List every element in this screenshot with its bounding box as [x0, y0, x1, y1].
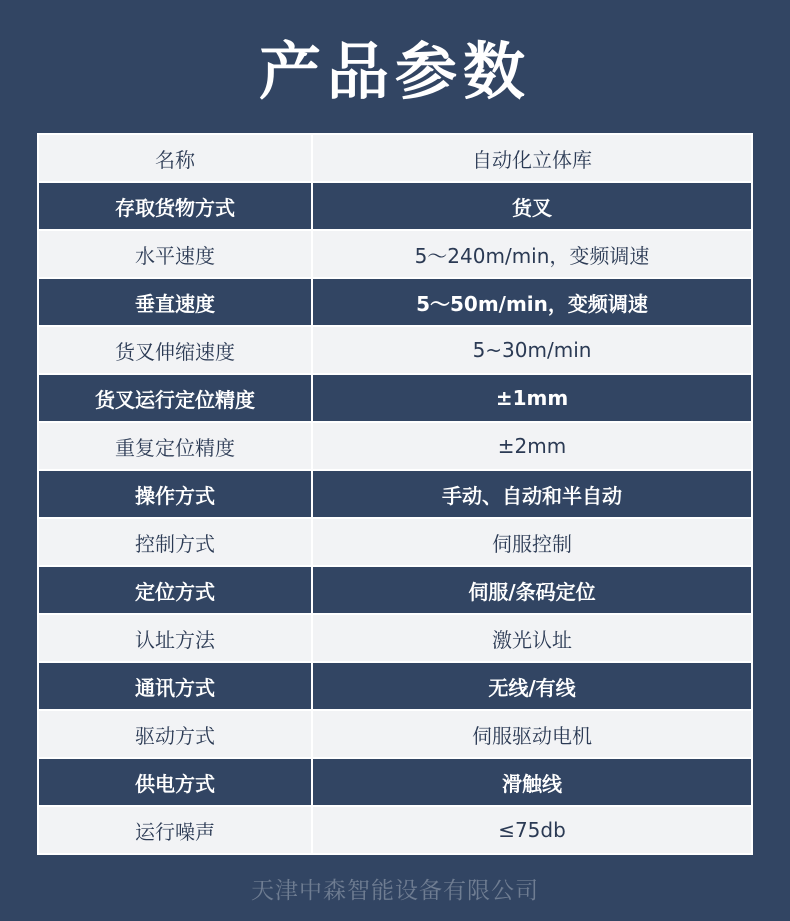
spec-value: 货叉 [312, 182, 752, 230]
table-row [38, 278, 752, 326]
spec-value: 5~30m/min [312, 326, 752, 374]
table-row [38, 182, 752, 230]
table-row [38, 806, 752, 854]
table-row [38, 614, 752, 662]
spec-label: 名称 [38, 134, 312, 182]
spec-label: 货叉运行定位精度 [38, 374, 312, 422]
page-title: 产品参数 [258, 35, 531, 108]
spec-label: 供电方式 [38, 758, 312, 806]
spec-label: 垂直速度 [38, 278, 312, 326]
spec-label: 控制方式 [38, 518, 312, 566]
spec-value: 5～240m/min，变频调速 [312, 230, 752, 278]
company-watermark: 天津中森智能设备有限公司 [251, 878, 539, 904]
table-row [38, 710, 752, 758]
table-row [38, 326, 752, 374]
spec-value: 激光认址 [312, 614, 752, 662]
spec-table-body [38, 134, 752, 854]
spec-value: 5～50m/min，变频调速 [312, 278, 752, 326]
spec-value: 伺服驱动电机 [312, 710, 752, 758]
spec-label: 操作方式 [38, 470, 312, 518]
table-row [38, 230, 752, 278]
table-row [38, 758, 752, 806]
spec-label: 货叉伸缩速度 [38, 326, 312, 374]
spec-value: 滑触线 [312, 758, 752, 806]
table-row [38, 566, 752, 614]
spec-value: ≤75db [312, 806, 752, 854]
spec-label: 运行噪声 [38, 806, 312, 854]
spec-label: 驱动方式 [38, 710, 312, 758]
spec-label: 水平速度 [38, 230, 312, 278]
spec-value: 自动化立体库 [312, 134, 752, 182]
table-row [38, 134, 752, 182]
spec-label: 重复定位精度 [38, 422, 312, 470]
spec-value: 手动、自动和半自动 [312, 470, 752, 518]
spec-table [37, 133, 753, 855]
table-row [38, 422, 752, 470]
table-row [38, 470, 752, 518]
table-row [38, 662, 752, 710]
spec-label: 存取货物方式 [38, 182, 312, 230]
spec-label: 认址方法 [38, 614, 312, 662]
table-row [38, 374, 752, 422]
spec-value: 无线/有线 [312, 662, 752, 710]
table-row [38, 518, 752, 566]
spec-value: ±1mm [312, 374, 752, 422]
spec-value: 伺服/条码定位 [312, 566, 752, 614]
spec-label: 定位方式 [38, 566, 312, 614]
spec-value: 伺服控制 [312, 518, 752, 566]
spec-value: ±2mm [312, 422, 752, 470]
spec-label: 通讯方式 [38, 662, 312, 710]
